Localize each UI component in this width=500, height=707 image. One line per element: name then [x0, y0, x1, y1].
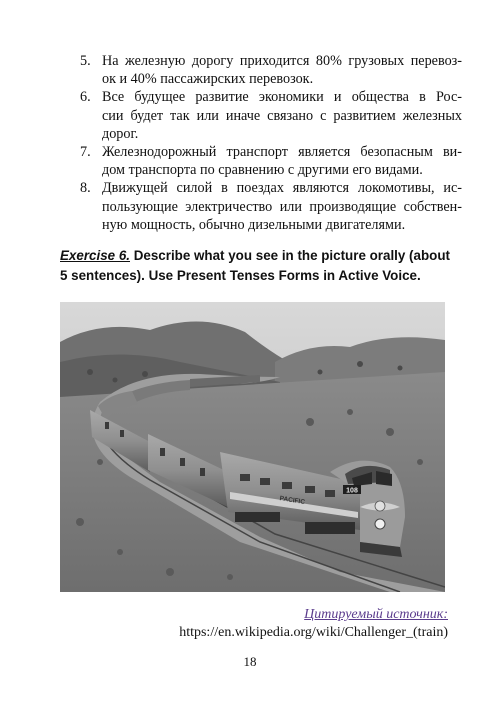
source-label: Цитируемый источник:	[304, 607, 448, 622]
list-line: Железнодорожный транспорт является безопасным ви-	[102, 144, 462, 161]
exercise-heading	[60, 246, 464, 286]
list-line: пользующие электричество или производящие собствен-	[102, 198, 462, 215]
exercise-line-2: 5 sentences). Use Present Tenses Forms in Active Voice.	[60, 268, 421, 283]
list-line: ную мощность, обычно дизельными двигателями.	[102, 216, 406, 233]
locomotive-side-text: PACIFIC	[279, 495, 306, 506]
list-number: 6.	[80, 89, 91, 106]
list-item	[80, 179, 462, 234]
list-item	[80, 88, 462, 143]
page-number: 18	[243, 654, 257, 669]
list-number: 5.	[80, 53, 91, 69]
list-line: сии будет так или иначе связано с развитием железных	[102, 107, 462, 124]
list-item	[80, 143, 462, 179]
list-number: 7.	[80, 144, 91, 161]
exercise-line-1	[60, 246, 464, 266]
train-photo	[60, 302, 445, 592]
list-item	[80, 52, 462, 88]
numbered-list	[80, 52, 462, 234]
list-line: Движущей силой в поездах являются локомотивы, ис-	[102, 180, 462, 197]
train-illustration	[60, 302, 445, 592]
list-line: На железную дорогу приходится 80% грузовых перевоз-	[102, 53, 462, 69]
source-citation	[179, 606, 448, 642]
list-line: дорог.	[102, 125, 139, 142]
list-number: 8.	[80, 180, 91, 197]
list-line: дом транспорта по сравнению с другими его видами.	[102, 162, 423, 179]
list-line: Все будущее развитие экономики и общества в Рос-	[102, 89, 462, 106]
list-line: ок и 40% пассажирских перевозок.	[102, 71, 314, 88]
exercise-label: Exercise 6.	[60, 248, 130, 263]
source-url[interactable]: https://en.wikipedia.org/wiki/Challenger_(train)	[179, 625, 448, 640]
locomotive-number: 108	[346, 487, 358, 495]
exercise-text: Describe what you see in the picture orally (about	[130, 248, 450, 263]
